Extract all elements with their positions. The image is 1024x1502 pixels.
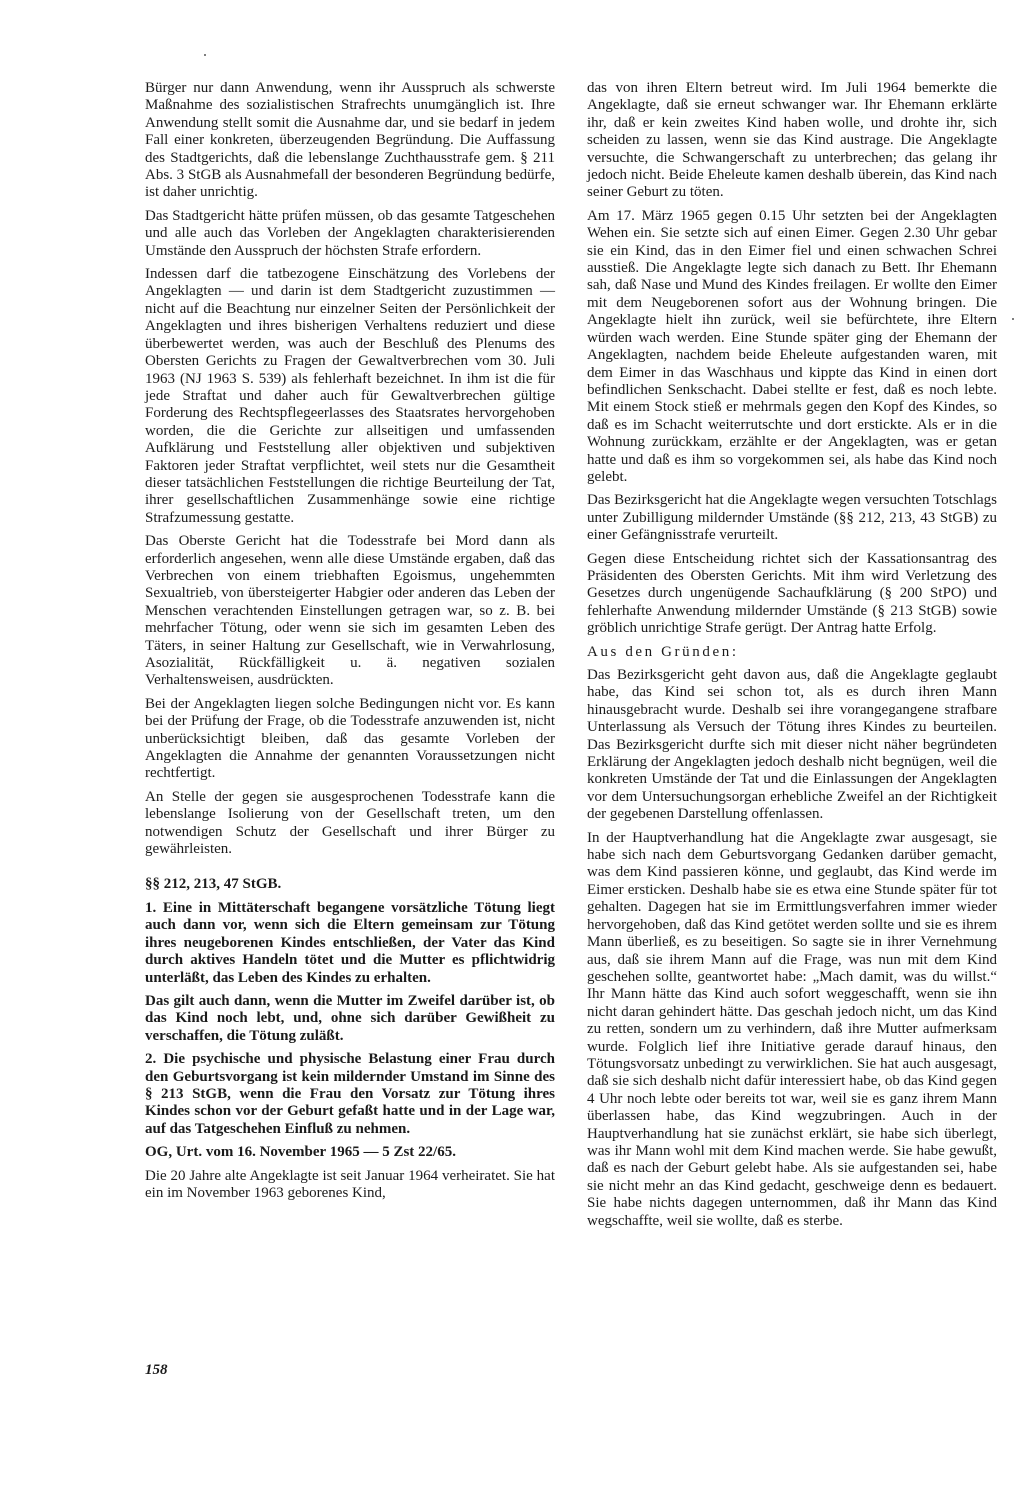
print-speck: [1012, 318, 1014, 320]
body-paragraph: Das Bezirksgericht hat die Angeklagte wegen versuchten Totschlags unter Zubilligung mildernder Umstände (§§ 212, 213, 43 StGB) zu einer Gefängnisstrafe verurteilt.: [587, 492, 997, 544]
left-column: [145, 80, 555, 1208]
headnote: 2. Die psychische und physische Belastung einer Frau durch den Geburtsvorgang ist kein mildernder Umstand im Sinne des § 213 StGB, wenn die Frau den Vorsatz zur Tötung ihres Kindes schon vor der Geburt gefaßt hatte und in der Lage war, auf das Tatgeschehen Einfluß zu nehmen.: [145, 1051, 555, 1137]
reasons-heading: Aus den Gründen:: [587, 643, 739, 660]
body-paragraph: Das Bezirksgericht geht davon aus, daß die Angeklagte geglaubt habe, das Kind sei schon tot, als es durch ihren Mann hinausgebracht wurde. Deshalb sei ihre vorangegangene strafbare Unterlassung als Versuch der Tötung ihres Kindes zu beurteilen. Das Bezirksgericht durfte sich mit dieser nicht näher begründeten Erklärung der Angeklagten jedoch deshalb nicht begnügen, weil die konkreten Umstände der Tat und die Einlassungen der Angeklagten vor dem Untersuchungsorgan erhebliche Zweifel an der Richtigkeit der gegebenen Darstellung offenlassen.: [587, 667, 997, 823]
print-speck: [204, 54, 206, 56]
body-paragraph: Das Stadtgericht hätte prüfen müssen, ob das gesamte Tatgeschehen und alle auch das Vorleben der Angeklagten charakterisierenden Umstände den Ausspruch der höchsten Strafe erfordern.: [145, 207, 555, 259]
body-paragraph: Indessen darf die tatbezogene Einschätzung des Vorlebens der Angeklagten — und darin ist dem Stadtgericht zuzustimmen — nicht auf die Beachtung nur einzelner Seiten der Persönlichkeit der Angeklagten und ihres bisherigen Verhaltens reduziert und diese überbewertet werden, was auch der Beschluß des Plenums des Obersten Gerichts zu Fragen der Gewaltverbrechen vom 30. Juli 1963 (NJ 1963 S. 539) als fehlerhaft bezeichnet. In ihm ist die für jede Straftat und daher auch für Gewaltverbrechen gültige Forderung des Rechtspflegeerlasses des Staatsrates hervorgehoben worden, die die Gerichte zur allseitigen und umfassenden Aufklärung und Feststellung aller objektiven und subjektiven Faktoren jeder Straftat verpflichtet, weil stets nur die Gesamtheit dieser tatsächlichen Feststellungen die richtige Beurteilung der Tat, ihrer gesellschaftlichen Zusammenhänge sowie eine richtige Strafzumessung gestatte.: [145, 266, 555, 526]
case-citation: OG, Urt. vom 16. November 1965 — 5 Zst 22/65.: [145, 1144, 456, 1161]
body-paragraph: Die 20 Jahre alte Angeklagte ist seit Januar 1964 verheiratet. Sie hat ein im November 1963 geborenes Kind,: [145, 1167, 555, 1201]
statute-heading: §§ 212, 213, 47 StGB.: [145, 876, 282, 893]
body-paragraph: Das Oberste Gericht hat die Todesstrafe bei Mord dann als erforderlich angesehen, wenn alle diese Umstände ergaben, daß das Verbrechen von einem triebhaften Egoismus, ungehemmten Sexualtrieb, von übersteigerter Habgier oder anderen das Leben der Menschen verachtenden Einstellungen getragen war, so z. B. bei mehrfacher Tötung, oder wenn sie sich im gesamten Leben des Täters, in seiner Haltung zur Gesellschaft, wie in Verwahrlosung, Asozialität, Rückfälligkeit u. ä. negativen sozialen Verhaltensweisen, ausdrückten.: [145, 533, 555, 689]
body-paragraph: Gegen diese Entscheidung richtet sich der Kassationsantrag des Präsidenten des Obersten Gerichts. Mit ihm wird Verletzung des Gesetzes durch ungenügende Sachaufklärung (§ 200 StPO) und fehlerhafte Anwendung mildernder Umstände (§ 213 StGB) sowie gröblich unrichtige Strafe gerügt. Der Antrag hatte Erfolg.: [587, 550, 997, 637]
right-column: [587, 80, 997, 1236]
body-paragraph: Am 17. März 1965 gegen 0.15 Uhr setzten bei der Angeklagten Wehen ein. Sie setzte sich auf einen Eimer. Gegen 2.30 Uhr gebar sie ein Kind, das in den Eimer fiel und einen schwachen Schrei ausstieß. Die Angeklagte legte sich danach zu Bett. Ihr Ehemann sah, daß Nase und Mund des Kindes freilagen. Er wollte den Eimer mit dem Neugeborenen sofort aus der Wohnung bringen. Die Angeklagte hielt ihn zurück, weil sie befürchtete, ihre Eltern würden wach werden. Eine Stunde später ging der Ehemann der Angeklagten, nachdem beide Eheleute aufgestanden waren, mit dem Eimer in das Waschhaus und kippte das Kind in einen dort befindlichen Senkschacht. Dabei stellte er fest, daß es noch lebte. Mit einem Stock stieß er mehrmals gegen den Kopf des Kindes, so daß es im Schacht weiterrutschte und dort erstickte. Als er in die Wohnung zurückkam, erzählte er der Angeklagten, was er getan hatte und daß es ihm so vorgekommen sei, als habe das Kind noch gelebt.: [587, 207, 997, 485]
body-paragraph: An Stelle der gegen sie ausgesprochenen Todesstrafe kann die lebenslange Isolierung von der Gesellschaft treten, um den notwendigen Schutz der Gesellschaft und ihrer Bürger zu gewährleisten.: [145, 788, 555, 858]
headnote: 1. Eine in Mittäterschaft begangene vorsätzliche Tötung liegt auch dann vor, wenn sich die Eltern gemeinsam zur Tötung ihres neugeborenen Kindes entschließen, der Vater das Kind durch aktives Handeln tötet und die Mutter es pflichtwidrig unterläßt, das Leben des Kindes zu erhalten.: [145, 899, 555, 986]
body-paragraph: In der Hauptverhandlung hat die Angeklagte zwar ausgesagt, sie habe sich nach dem Geburtsvorgang Gedanken darüber gemacht, was dem Kind passieren könne, und geglaubt, das Kind werde im Eimer ersticken. Deshalb habe sie es etwa eine Stunde später für tot gehalten. Dagegen hat sie im Ermittlungsverfahren immer wieder hervorgehoben, daß das Kind getötet werden sollte und sie es ihrem Mann überließ, es zu beseitigen. So sagte sie in ihrer Vernehmung aus, daß sie ihrem Mann auf die Frage, was nun mit dem Kind geschehen sollte, geantwortet habe: „Mach damit, was du willst.“ Ihr Mann hätte das Kind auch sofort weggeschafft, wenn sie ihn nicht daran gehindert hätte. Das geschah jedoch nicht, um das Kind zu retten, sondern um zu verhindern, daß ihre Mutter aufmerksam wurde. Folglich lief ihre Initiative gerade darauf hinaus, den Tötungsvorsatz unbedingt zu verwirklichen. Sie hat auch ausgesagt, daß sie sich deshalb nicht dafür interessiert habe, ob das Kind gegen 4 Uhr noch lebte oder bereits tot war, weil sie es ganz ihrem Mann überlassen habe, das Kind wegzubringen. Auch in der Hauptverhandlung hat sie zunächst erklärt, sie habe sich überlegt, was ihr Mann wohl mit dem Kind machen werde. Sie habe gewußt, daß es nach der Geburt gelebt habe. Als sie aufgestanden sei, habe sie nicht mehr an das Kind gedacht, geschweige denn es bedauert. Sie habe nichts dagegen unternommen, daß ihr Mann das Kind wegschaffte, weil sie wollte, daß es sterbe.: [587, 829, 997, 1229]
body-paragraph: Bei der Angeklagten liegen solche Bedingungen nicht vor. Es kann bei der Prüfung der Frage, ob die Todesstrafe anzuwenden ist, nicht unberücksichtigt bleiben, daß das gesamte Vorleben der Angeklagten die Annahme der genannten Voraussetzungen nicht rechtfertigt.: [145, 695, 555, 782]
body-paragraph: das von ihren Eltern betreut wird. Im Juli 1964 bemerkte die Angeklagte, daß sie erneut schwanger war. Ihr Ehemann erklärte ihr, daß er kein zweites Kind haben wolle, und drohte ihr, sich scheiden zu lassen, wenn sie das Kind austrage. Die Angeklagte versuchte, die Schwangerschaft zu unterbrechen; das gelang ihr jedoch nicht. Beide Eheleute kamen deshalb überein, das Kind nach seiner Geburt zu töten.: [587, 80, 997, 201]
body-paragraph: Bürger nur dann Anwendung, wenn ihr Ausspruch als schwerste Maßnahme des sozialistischen Strafrechts unumgänglich ist. Ihre Anwendung stellt somit die Ausnahme dar, und sie bedarf in jedem Fall einer konkreten, überzeugenden Begründung. Die Auffassung des Stadtgerichts, daß die lebenslange Zuchthausstrafe gem. § 211 Abs. 3 StGB als Ausnahmefall der besonderen Begründung bedürfe, ist daher unrichtig.: [145, 80, 555, 201]
page-number: 158: [145, 1362, 168, 1378]
headnote: Das gilt auch dann, wenn die Mutter im Zweifel darüber ist, ob das Kind noch lebt, und, ohne sich darüber Gewißheit zu verschaffen, die Tötung zuläßt.: [145, 992, 555, 1044]
